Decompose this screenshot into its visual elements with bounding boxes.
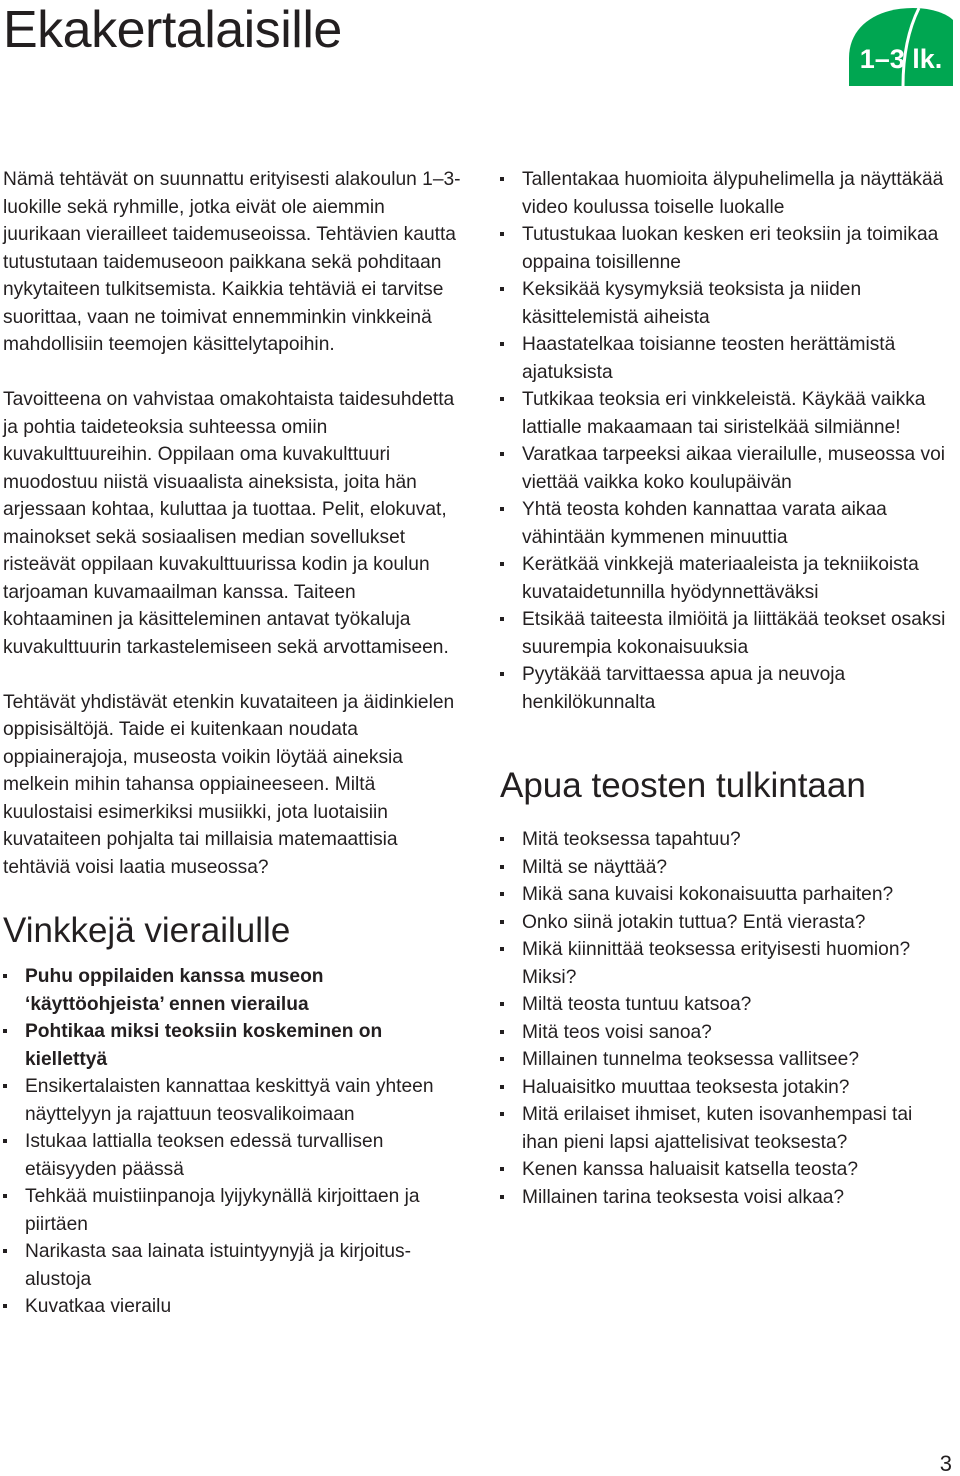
goals-paragraph: Tavoitteena on vahvistaa omakohtaista taidesuhdetta ja pohtia taideteoksia suhteessa omiin kuvakulttuureihin. Oppilaan oma kuvakulttuuri muodostuu niistä visuaalista aineksista, joita hän arjessaan kohtaa, kuluttaa ja tuottaa. Pelit, elokuvat, mainokset sekä sosiaalisen median sovellukset risteävät oppilaan kuvakulttuurissa kodin ja koulun tarjoaman kuvamaailman kanssa. Taiteen kohtaaminen ja käsitteleminen antavat työkaluja kuvakulttuurin tarkastelemiseen sekä arvottamiseen. (3, 389, 455, 658)
right-column (500, 166, 952, 1211)
list-item: Varatkaa tarpeeksi aikaa vierailulle, museossa voi viettää vaikka koko koulupäivän (500, 441, 952, 496)
list-item: Etsikää taiteesta ilmiöitä ja liittäkää teokset osaksi suurempia kokonaisuuksia (500, 606, 952, 661)
list-item: Puhu oppilaiden kanssa museon ‘käyttöohjeista’ ennen vierailua (3, 963, 463, 1018)
list-item: Miltä teosta tuntuu katsoa? (500, 991, 952, 1019)
list-item: Mitä teos voisi sanoa? (500, 1019, 952, 1047)
list-item: Kerätkää vinkkejä materiaaleista ja tekniikoista kuvataidetunnilla hyödynnettäväksi (500, 551, 952, 606)
list-item: Mikä kiinnittää teoksessa erityisesti huomion? Miksi? (500, 936, 952, 991)
list-item: Ensikertalaisten kannattaa keskittyä vain yhteen näyttelyyn ja rajattuun teosvalikoimaan (3, 1073, 463, 1128)
interpretation-heading: Apua teosten tulkintaan (500, 766, 866, 805)
list-item: Mikä sana kuvaisi kokonaisuutta parhaiten? (500, 881, 952, 909)
list-item: Kenen kanssa haluaisit katsella teosta? (500, 1156, 952, 1184)
grade-badge (849, 6, 953, 86)
list-item: Millainen tunnelma teoksessa vallitsee? (500, 1046, 952, 1074)
list-item: Miltä se näyttää? (500, 854, 952, 882)
list-item: Pyytäkää tarvittaessa apua ja neuvoja henkilökunnalta (500, 661, 952, 716)
list-item: Onko siinä jotakin tuttua? Entä vierasta? (500, 909, 952, 937)
list-item: Mitä erilaiset ihmiset, kuten isovanhempasi tai ihan pieni lapsi ajattelisivat teoksesta? (500, 1101, 952, 1156)
list-item: Haluaisitko muuttaa teoksesta jotakin? (500, 1074, 952, 1102)
subjects-paragraph: Tehtävät yhdistävät etenkin kuvataiteen ja äidinkielen oppisisältöjä. Taide ei kuitenkaan noudata oppiainerajoja, museosta voikin löytää aineksia melkein mihin tahansa oppiaineeseen. Miltä kuulostaisi esimerkiksi musiikki, jota luotaisiin kuvataiteen pohjalta tai millaisia matemaattisia tehtäviä voisi laatia museossa? (3, 691, 455, 878)
list-item: Kuvatkaa vierailu (3, 1293, 463, 1321)
page-title: Ekakertalaisille (3, 1, 342, 59)
list-item: Tallentakaa huomioita älypuhelimella ja näyttäkää video koulussa toiselle luokalle (500, 166, 952, 221)
grade-label: 1–3 lk. (859, 44, 943, 74)
list-item: Keksikää kysymyksiä teoksista ja niiden käsittelemistä aiheista (500, 276, 952, 331)
left-column (3, 166, 463, 1321)
list-item: Istukaa lattialla teoksen edessä turvallisen etäisyyden päässä (3, 1128, 463, 1183)
tips-list (3, 963, 463, 1321)
tips-heading: Vinkkejä vierailulle (3, 911, 291, 950)
list-item: Millainen tarina teoksesta voisi alkaa? (500, 1184, 952, 1212)
list-item: Mitä teoksessa tapahtuu? (500, 826, 952, 854)
tips-continued-list (500, 166, 952, 716)
list-item: Haastatelkaa toisianne teosten herättämistä ajatuksista (500, 331, 952, 386)
list-item: Narikasta saa lainata istuintyynyjä ja kirjoitusalustoja (3, 1238, 463, 1293)
list-item: Yhtä teosta kohden kannattaa varata aikaa vähintään kymmenen minuuttia (500, 496, 952, 551)
list-item: Tehkää muistiinpanoja lyijykynällä kirjoittaen ja piirtäen (3, 1183, 463, 1238)
list-item: Pohtikaa miksi teoksiin koskeminen on kiellettyä (3, 1018, 463, 1073)
page-number: 3 (939, 1451, 952, 1476)
questions-list (500, 826, 952, 1211)
list-item: Tutustukaa luokan kesken eri teoksiin ja toimikaa oppaina toisillenne (500, 221, 952, 276)
intro-paragraph: Nämä tehtävät on suunnattu erityisesti alakoulun 1–3-luokille sekä ryhmille, jotka eivät ole aiemmin juurikaan vierailleet taidemuseoissa. Tehtävien kautta tutustutaan taidemuseoon paikkana sekä pohditaan nykytaiteen tulkitsemista. Kaikkia tehtäviä ei tarvitse suorittaa, vaan ne toimivat ennemminkin vinkkeinä mahdollisiin teemojen käsittelytapoihin. (3, 169, 461, 355)
list-item: Tutkikaa teoksia eri vinkkeleistä. Käykää vaikka lattialle makaamaan tai siristelkää silmiänne! (500, 386, 952, 441)
